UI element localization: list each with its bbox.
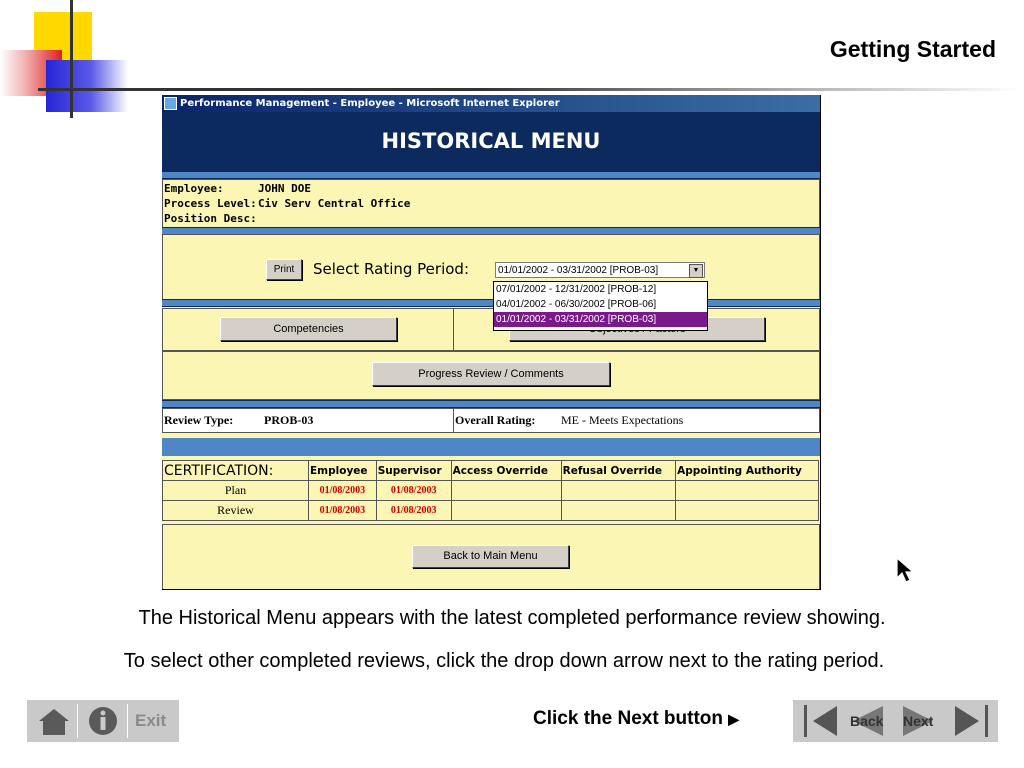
instruction-line-2: To select other completed reviews, click the drop down arrow next to the rating period. xyxy=(123,650,885,672)
review-access-override xyxy=(451,501,561,521)
historical-menu-banner: HISTORICAL MENU xyxy=(162,112,820,171)
select-rating-period-label: Select Rating Period: xyxy=(313,260,469,278)
header-refusal-override: Refusal Override xyxy=(561,461,675,481)
dropdown-arrow-icon[interactable]: ▼ xyxy=(689,264,703,278)
plan-access-override xyxy=(451,481,561,501)
home-icon xyxy=(31,704,77,738)
header-employee: Employee xyxy=(309,461,377,481)
dropdown-option[interactable]: 07/01/2002 - 12/31/2002 [PROB-12] xyxy=(496,284,657,295)
plan-appointing-authority xyxy=(676,481,819,501)
header-appointing-authority: Appointing Authority xyxy=(676,461,819,481)
review-appointing-authority xyxy=(676,501,819,521)
column-divider xyxy=(453,309,454,350)
review-type-value: PROB-03 xyxy=(264,413,314,427)
plan-refusal-override xyxy=(561,481,675,501)
dropdown-option-selected[interactable]: 01/01/2002 - 03/31/2002 [PROB-03] xyxy=(494,312,707,327)
right-triangle-icon: ▶ xyxy=(728,711,740,727)
employee-label: Employee: xyxy=(164,182,224,195)
window-titlebar xyxy=(162,95,820,112)
rating-period-dropdown-list xyxy=(493,281,708,331)
rating-period-panel xyxy=(162,234,820,300)
certification-table xyxy=(162,460,819,521)
rating-period-selected: 01/01/2002 - 03/31/2002 [PROB-03] xyxy=(498,265,659,276)
footer-nav-controls xyxy=(793,700,998,742)
first-slide-icon[interactable] xyxy=(797,702,845,740)
back-panel xyxy=(162,524,820,590)
exit-button[interactable]: Exit xyxy=(135,711,167,730)
slide-title: Getting Started xyxy=(829,36,996,62)
info-icon xyxy=(79,704,127,738)
header-access-override: Access Override xyxy=(451,461,561,481)
stripe-3 xyxy=(162,299,820,307)
back-button[interactable]: Back xyxy=(850,713,884,729)
review-supervisor-date: 01/08/2003 xyxy=(376,501,451,521)
table-row xyxy=(163,501,819,521)
certification-bar xyxy=(162,438,820,456)
certification-header-row xyxy=(163,461,819,481)
next-button[interactable]: Next xyxy=(903,713,934,729)
rating-period-select[interactable] xyxy=(495,262,705,278)
back-to-main-menu-button[interactable]: Back to Main Menu xyxy=(412,545,569,568)
employee-info-panel xyxy=(162,179,820,228)
home-button[interactable] xyxy=(31,704,78,738)
review-summary-panel xyxy=(162,408,820,433)
row-label-plan: Plan xyxy=(163,481,309,501)
review-refusal-override xyxy=(561,501,675,521)
click-next-text: Click the Next button xyxy=(533,708,724,729)
section-buttons-panel xyxy=(162,308,820,351)
last-slide-icon[interactable] xyxy=(949,702,997,740)
review-divider xyxy=(453,409,454,432)
logo-blue-square xyxy=(46,60,128,112)
certification-label: CERTIFICATION: xyxy=(163,461,309,481)
click-next-hint xyxy=(533,708,739,730)
plan-employee-date: 01/08/2003 xyxy=(309,481,377,501)
header-rule xyxy=(38,88,1022,91)
process-level-label: Process Level: xyxy=(164,197,257,210)
ie-icon xyxy=(164,97,177,110)
stripe-1 xyxy=(162,171,820,179)
row-label-review: Review xyxy=(163,501,309,521)
footer-left-controls xyxy=(27,700,179,742)
overall-rating-value: ME - Meets Expectations xyxy=(561,413,684,427)
info-button[interactable] xyxy=(79,704,128,738)
plan-supervisor-date: 01/08/2003 xyxy=(376,481,451,501)
review-type-label: Review Type: xyxy=(164,413,234,427)
mouse-cursor-icon xyxy=(895,556,919,584)
progress-panel xyxy=(162,351,820,400)
instruction-line-1: The Historical Menu appears with the latest completed performance review showing. xyxy=(138,607,886,629)
process-level-value: Civ Serv Central Office xyxy=(258,197,411,210)
print-button[interactable]: Print xyxy=(266,259,302,280)
browser-window xyxy=(162,95,821,590)
competencies-button[interactable]: Competencies xyxy=(220,317,397,341)
table-row xyxy=(163,481,819,501)
header-supervisor: Supervisor xyxy=(376,461,451,481)
progress-review-button[interactable]: Progress Review / Comments xyxy=(372,362,610,386)
stripe-4 xyxy=(162,400,820,408)
dropdown-option[interactable]: 04/01/2002 - 06/30/2002 [PROB-06] xyxy=(496,299,657,310)
employee-value: JOHN DOE xyxy=(258,182,311,195)
review-employee-date: 01/08/2003 xyxy=(309,501,377,521)
window-title: Performance Management - Employee - Microsoft Internet Explorer xyxy=(180,98,560,109)
overall-rating-label: Overall Rating: xyxy=(455,413,536,427)
logo-vertical-line xyxy=(70,0,73,118)
position-desc-label: Position Desc: xyxy=(164,212,257,225)
